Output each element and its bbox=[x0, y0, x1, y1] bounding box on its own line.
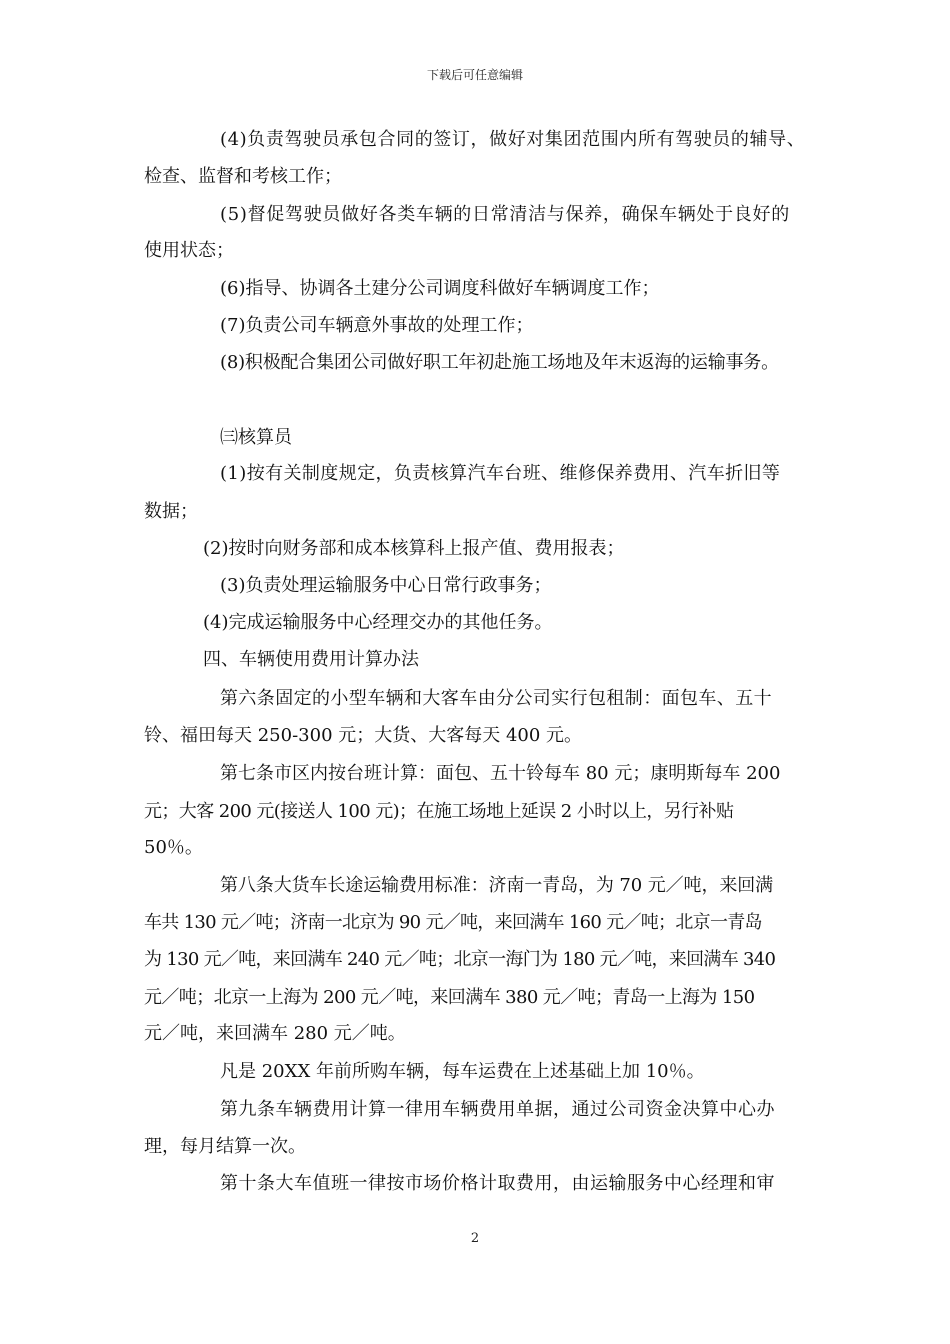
text-line: 元；大客 200 元(接送人 100 元)；在施工场地上延误 2 小时以上，另行补贴 bbox=[144, 801, 734, 822]
section-heading: 四、车辆使用费用计算办法 bbox=[203, 649, 419, 670]
text-line: 理，每月结算一次。 bbox=[144, 1136, 306, 1157]
page-number: 2 bbox=[470, 1231, 480, 1246]
text-line: 第七条市区内按台班计算：面包、五十铃每车 80 元；康明斯每车 200 bbox=[220, 763, 781, 784]
text-line: 第八条大货车长途运输费用标准：济南一青岛，为 70 元／吨，来回满 bbox=[220, 875, 774, 896]
text-line: (8)积极配合集团公司做好职工年初赴施工场地及年末返海的运输事务。 bbox=[220, 352, 779, 373]
text-line: 使用状态； bbox=[144, 240, 234, 261]
text-line: (3)负责处理运输服务中心日常行政事务； bbox=[220, 575, 552, 596]
page-header: 下载后可任意编辑 bbox=[426, 68, 523, 82]
text-line: 为 130 元／吨，来回满车 240 元／吨；北京一海门为 180 元／吨，来回满车 340 bbox=[144, 949, 776, 970]
text-line: (4)负责驾驶员承包合同的签订，做好对集团范围内所有驾驶员的辅导、 bbox=[220, 129, 806, 150]
text-line: 车共 130 元／吨；济南一北京为 90 元／吨，来回满车 160 元／吨；北京一青岛 bbox=[144, 912, 762, 933]
text-line: 第十条大车值班一律按市场价格计取费用，由运输服务中心经理和审 bbox=[220, 1173, 775, 1194]
text-line: 第六条固定的小型车辆和大客车由分公司实行包租制：面包车、五十 bbox=[220, 688, 772, 709]
text-line: (5)督促驾驶员做好各类车辆的日常清洁与保养，确保车辆处于良好的 bbox=[220, 204, 790, 225]
text-line: 元／吨；北京一上海为 200 元／吨，来回满车 380 元／吨；青岛一上海为 150 bbox=[144, 987, 755, 1008]
text-line: 元／吨，来回满车 280 元／吨。 bbox=[144, 1023, 406, 1044]
text-line: 铃、福田每天 250-300 元；大货、大客每天 400 元。 bbox=[144, 725, 583, 746]
text-line: 第九条车辆费用计算一律用车辆费用单据，通过公司资金决算中心办 bbox=[220, 1099, 775, 1120]
text-line: (1)按有关制度规定，负责核算汽车台班、维修保养费用、汽车折旧等 bbox=[220, 463, 781, 484]
text-line: 50％。 bbox=[144, 837, 203, 858]
text-line: (4)完成运输服务中心经理交办的其他任务。 bbox=[203, 612, 553, 633]
text-line: (6)指导、协调各土建分公司调度科做好车辆调度工作； bbox=[220, 278, 660, 299]
text-line: 数据； bbox=[144, 501, 198, 522]
text-line: 检查、监督和考核工作； bbox=[144, 166, 342, 187]
text-line: 凡是 20XX 年前所购车辆，每车运费在上述基础上加 10％。 bbox=[220, 1061, 705, 1082]
text-line: (2)按时向财务部和成本核算科上报产值、费用报表； bbox=[203, 538, 625, 559]
section-heading: ㈢核算员 bbox=[220, 427, 292, 448]
text-line: (7)负责公司车辆意外事故的处理工作； bbox=[220, 315, 534, 336]
